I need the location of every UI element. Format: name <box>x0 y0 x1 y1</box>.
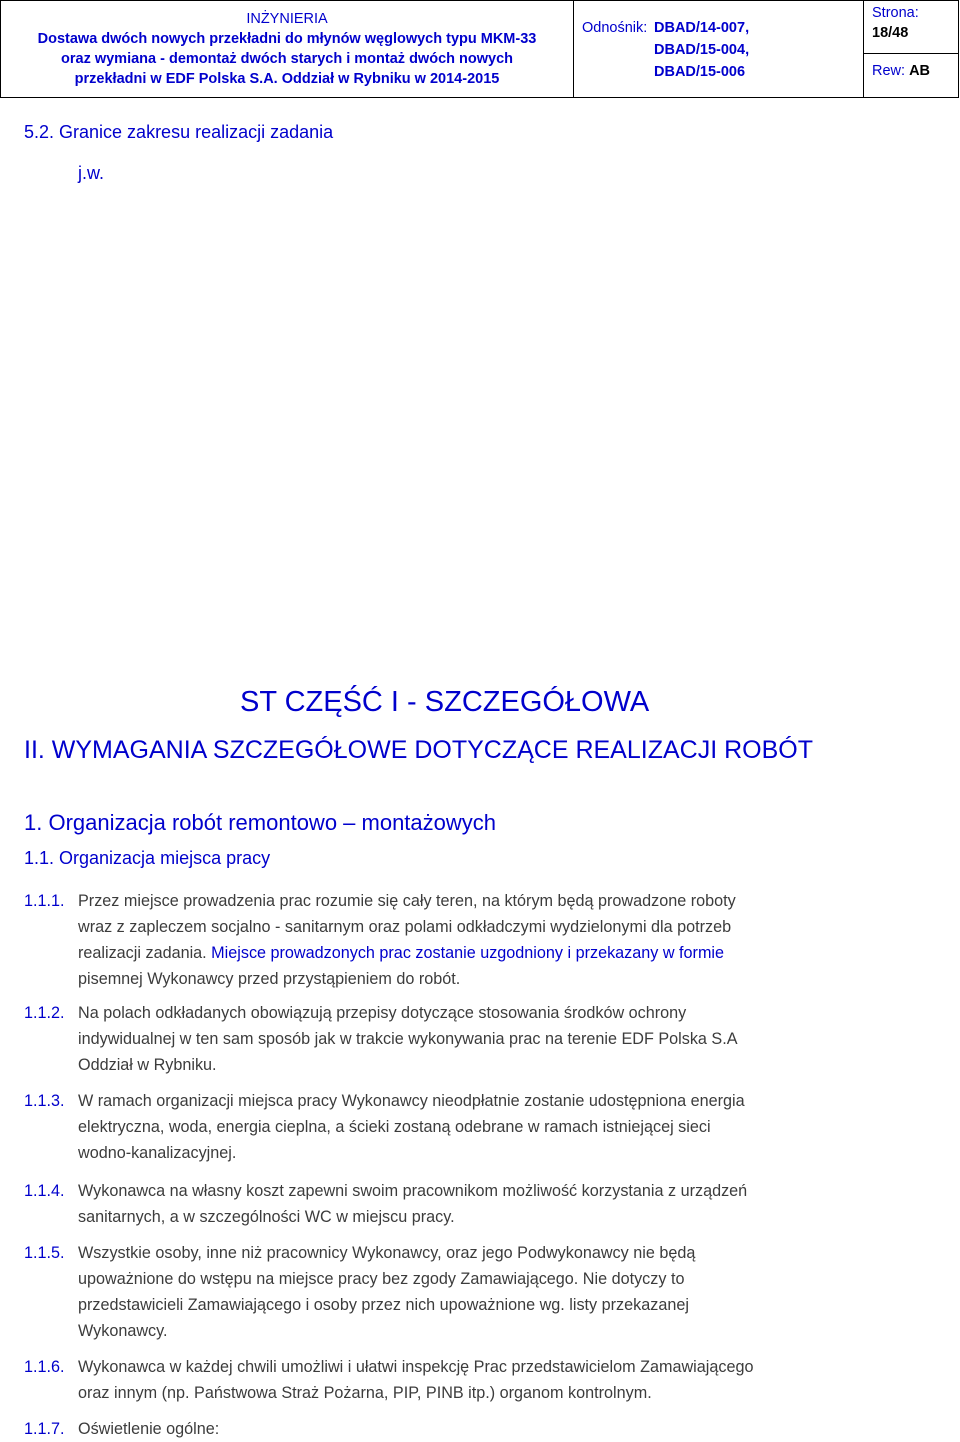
paragraph-number: 1.1.5. <box>24 1244 65 1262</box>
section-ii-heading: II. WYMAGANIA SZCZEGÓŁOWE DOTYCZĄCE REALIZACJI ROBÓT <box>24 736 813 764</box>
revision-value: AB <box>909 63 931 79</box>
title-line-3: przekładni w EDF Polska S.A. Oddział w Rybniku w 2014-2015 <box>74 71 500 87</box>
text-line: elektryczna, woda, energia cieplna, a ścieki zostaną odebrane w ramach istniejącej sieci <box>78 1118 711 1136</box>
text-line: upoważnione do wstępu na miejsce pracy bez zgody Zamawiającego. Nie dotyczy to <box>78 1270 685 1288</box>
revision <box>872 63 930 79</box>
paragraph-text <box>78 1354 928 1406</box>
text-line: pisemnej Wykonawcy przed przystąpieniem do robót. <box>78 970 461 988</box>
header-page-cell <box>864 1 958 97</box>
title-line-2: oraz wymiana - demontaż dwóch starych i montaż dwóch nowych <box>61 51 513 67</box>
paragraph-number: 1.1.1. <box>24 892 65 910</box>
paragraph-number: 1.1.2. <box>24 1004 65 1022</box>
header-title-cell <box>1 1 574 97</box>
section-1-heading: 1. Organizacja robót remontowo – montażowych <box>24 810 497 835</box>
text-line: Na polach odkładanych obowiązują przepisy dotyczące stosowania środków ochrony <box>78 1004 687 1022</box>
text-span: realizacji zadania. <box>78 944 207 962</box>
text-line: Wykonawcy. <box>78 1322 168 1340</box>
text-line: Wykonawca w każdej chwili umożliwi i ułatwi inspekcję Prac przedstawicielom Zamawiającego <box>78 1358 754 1376</box>
text-line: przedstawicieli Zamawiającego i osoby przez nich upoważnione wg. listy przekazanej <box>78 1296 689 1314</box>
text-line: Oświetlenie ogólne: <box>78 1420 220 1438</box>
text-line: Przez miejsce prowadzenia prac rozumie się cały teren, na którym będą prowadzone roboty <box>78 892 736 910</box>
section-1-1-heading: 1.1. Organizacja miejsca pracy <box>24 848 271 868</box>
header-reference-cell <box>574 1 864 97</box>
paragraph-text <box>78 1000 928 1078</box>
paragraph-1-1-5 <box>24 1240 934 1340</box>
paragraph-number: 1.1.3. <box>24 1092 65 1110</box>
paragraph-1-1-1 <box>24 888 934 988</box>
text-line <box>78 940 928 966</box>
jw-note: j.w. <box>78 163 105 183</box>
text-line: wraz z zapleczem socjalno - sanitarnym oraz polami odkładczymi wydzielonymi dla potrzeb <box>78 918 732 936</box>
paragraph-text <box>78 1178 928 1230</box>
reference-2: DBAD/15-004, <box>654 42 750 58</box>
text-line: Wszystkie osoby, inne niż pracownicy Wykonawcy, oraz jego Podwykonawcy nie będą <box>78 1244 696 1262</box>
text-span-highlight: Miejsce prowadzonych prac zostanie uzgodniony i przekazany w formie <box>211 944 725 962</box>
paragraph-number: 1.1.6. <box>24 1358 65 1376</box>
paragraph-number: 1.1.7. <box>24 1420 65 1438</box>
st-part-title: ST CZĘŚĆ I - SZCZEGÓŁOWA <box>240 686 650 718</box>
text-line: oraz innym (np. Państwowa Straż Pożarna, PIP, PINB itp.) organom kontrolnym. <box>78 1384 652 1402</box>
reference-label: Odnośnik: <box>582 20 648 36</box>
reference-list <box>654 17 749 83</box>
revision-label: Rew: <box>872 63 906 79</box>
text-line: W ramach organizacji miejsca pracy Wykonawcy nieodpłatnie zostanie udostępniona energia <box>78 1092 745 1110</box>
document-header <box>0 0 959 98</box>
header-divider <box>864 53 958 54</box>
text-line: sanitarnych, a w szczególności WC w miejscu pracy. <box>78 1208 455 1226</box>
text-line: wodno-kanalizacyjnej. <box>78 1144 237 1162</box>
reference-3: DBAD/15-006 <box>654 64 746 80</box>
paragraph-text <box>78 1240 928 1344</box>
text-line: Oddział w Rybniku. <box>78 1056 217 1074</box>
paragraph-text <box>78 1088 928 1166</box>
paragraph-number: 1.1.4. <box>24 1182 65 1200</box>
paragraph-1-1-6 <box>24 1354 934 1402</box>
section-5-2-heading: 5.2. Granice zakresu realizacji zadania <box>24 122 334 142</box>
page-number: 18/48 <box>872 25 909 41</box>
text-line: indywidualnej w ten sam sposób jak w trakcie wykonywania prac na terenie EDF Polska S.A <box>78 1030 738 1048</box>
text-line: Wykonawca na własny koszt zapewni swoim pracownikom możliwość korzystania z urządzeń <box>78 1182 748 1200</box>
paragraph-text <box>78 888 928 992</box>
paragraph-1-1-3 <box>24 1088 934 1162</box>
department-label: INŻYNIERIA <box>246 11 328 27</box>
paragraph-text <box>78 1416 928 1442</box>
paragraph-1-1-2 <box>24 1000 934 1074</box>
page-label: Strona: <box>872 5 919 21</box>
title-line-1: Dostawa dwóch nowych przekładni do młynów węglowych typu MKM-33 <box>37 31 537 47</box>
reference-1: DBAD/14-007, <box>654 20 750 36</box>
paragraph-1-1-4 <box>24 1178 934 1226</box>
paragraph-1-1-7 <box>24 1416 934 1442</box>
